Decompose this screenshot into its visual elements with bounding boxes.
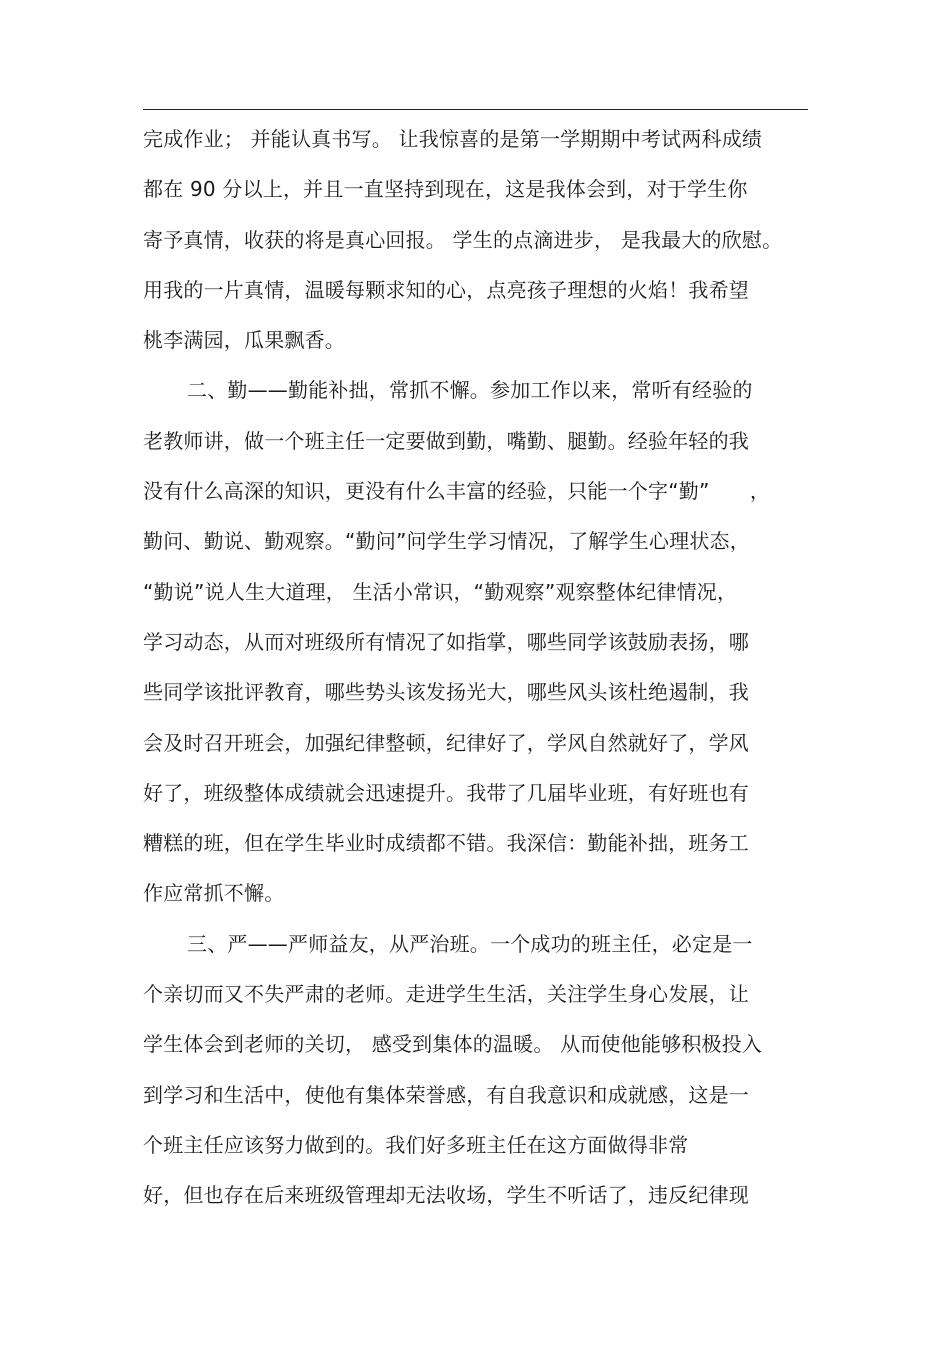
text-line: 桃李满园，瓜果飘香。 xyxy=(143,328,345,353)
section-heading-line: 三、严——严师益友，从严治班。一个成功的班主任，必定是一 xyxy=(187,931,753,956)
text-line: “勤说”说人生大道理， 生活小常识，“勤观察”观察整体纪律情况， xyxy=(143,579,738,604)
text-line: 学习动态，从而对班级所有情况了如指掌，哪些同学该鼓励表扬，哪 xyxy=(143,629,749,654)
text-line: 老教师讲，做一个班主任一定要做到勤，嘴勤、腿勤。经验年轻的我 xyxy=(143,428,749,453)
text-line: 勤问、勤说、勤观察。“勤问”问学生学习情况，了解学生心理状态， xyxy=(143,529,750,554)
text-line: 作应常抓不懈。 xyxy=(143,881,285,906)
section-heading-line: 二、勤——勤能补拙，常抓不懈。参加工作以来，常听有经验的 xyxy=(187,378,753,403)
text-line: 用我的一片真情，温暖每颗求知的心，点亮孩子理想的火焰！我希望 xyxy=(143,277,749,302)
text-line: 糟糕的班，但在学生毕业时成绩都不错。我深信：勤能补拙，班务工 xyxy=(143,831,749,856)
text-line: 到学习和生活中，使他有集体荣誉感，有自我意识和成就感，这是一 xyxy=(143,1082,749,1107)
text-line: 个班主任应该努力做到的。我们好多班主任在这方面做得非常 xyxy=(143,1132,689,1157)
text-line: 都在 90 分以上，并且一直坚持到现在，这是我体会到，对于学生你 xyxy=(143,177,748,202)
text-line: 完成作业； 并能认真书写。 让我惊喜的是第一学期期中考试两科成绩 xyxy=(143,127,763,151)
text-line: 好，但也存在后来班级管理却无法收场，学生不听话了，违反纪律现 xyxy=(143,1183,749,1208)
text-line: 个亲切而又不失严肃的老师。走进学生生活，关注学生身心发展，让 xyxy=(143,982,749,1007)
document-body xyxy=(143,114,823,1221)
text-line: 会及时召开班会，加强纪律整顿，纪律好了，学风自然就好了，学风 xyxy=(143,730,749,755)
text-line: 些同学该批评教育，哪些势头该发扬光大，哪些风头该杜绝遏制，我 xyxy=(143,680,749,705)
text-line: 学生体会到老师的关切， 感受到集体的温暖。 从而使他能够积极投入 xyxy=(143,1032,763,1057)
header-rule xyxy=(143,109,808,110)
text-line: 好了，班级整体成绩就会迅速提升。我带了几届毕业班，有好班也有 xyxy=(143,780,749,805)
text-line: 没有什么高深的知识，更没有什么丰富的经验，只能一个字“勤” ， xyxy=(143,479,771,504)
text-line: 寄予真情，收获的将是真心回报。 学生的点滴进步， 是我最大的欣慰。 xyxy=(143,227,783,252)
